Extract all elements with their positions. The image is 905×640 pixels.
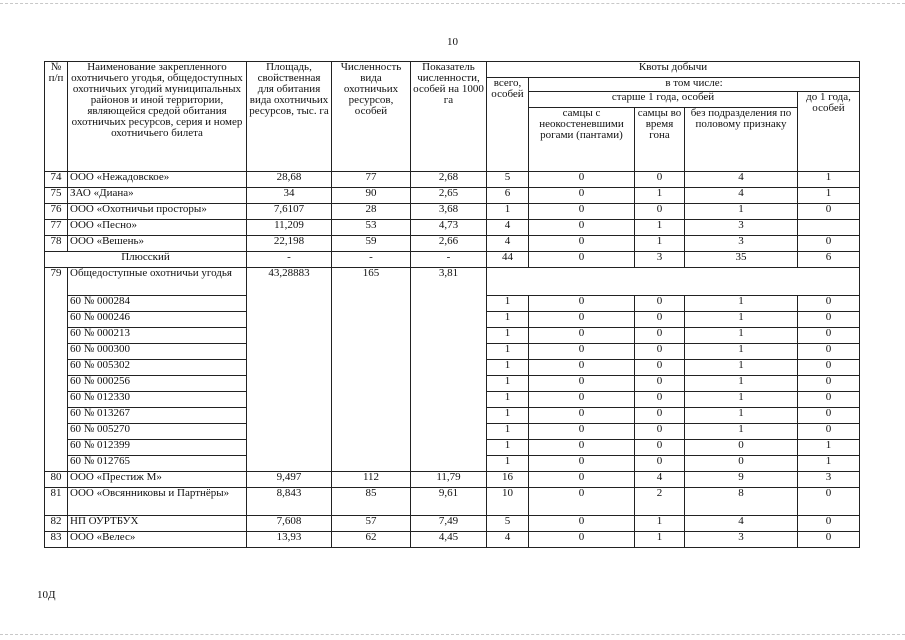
quota-under1: 1 (798, 188, 860, 204)
row-name: Общедоступные охотничьи угодья (68, 268, 247, 296)
row-area: 43,28883 (247, 268, 332, 296)
row-count: 165 (332, 268, 411, 296)
scan-bottom-edge (0, 634, 905, 635)
ticket-name: 60 № 000213 (68, 328, 247, 344)
quota-males-antlers: 0 (529, 360, 635, 376)
quota-under1: 0 (798, 516, 860, 532)
quota-males-rut: 0 (635, 392, 685, 408)
quota-males-antlers: 0 (529, 236, 635, 252)
row-number: 75 (45, 188, 68, 204)
quota-no-sex: 1 (685, 392, 798, 408)
table-row (45, 532, 860, 548)
ticket-name: 60 № 013267 (68, 408, 247, 424)
row-name: ООО «Нежадовское» (68, 172, 247, 188)
row-count (332, 408, 411, 424)
row-name: ЗАО «Диана» (68, 188, 247, 204)
row-area (247, 344, 332, 360)
header-name: Наименование закрепленного охотничьего угодья, общедоступных охотничьих угодий муниципальных районов и иной территории, являющейся средой обитания охотничьих ресурсов, серия и номер охотничьего билета (68, 62, 247, 172)
row-number (45, 456, 68, 472)
quota-no-sex: 3 (685, 220, 798, 236)
ticket-name: 60 № 000300 (68, 344, 247, 360)
row-name: ООО «Велес» (68, 532, 247, 548)
row-area (247, 312, 332, 328)
quota-total: 1 (487, 204, 529, 220)
quota-under1: 0 (798, 312, 860, 328)
row-density (411, 376, 487, 392)
row-count: 112 (332, 472, 411, 488)
quota-males-rut: 3 (635, 252, 685, 268)
quota-males-antlers: 0 (529, 312, 635, 328)
quota-total: 44 (487, 252, 529, 268)
row-count: 90 (332, 188, 411, 204)
quota-total: 10 (487, 488, 529, 516)
quota-males-antlers: 0 (529, 472, 635, 488)
quota-under1: 0 (798, 532, 860, 548)
row-number: 81 (45, 488, 68, 516)
quota-under1: 0 (798, 392, 860, 408)
quota-no-sex: 1 (685, 424, 798, 440)
quota-males-rut: 1 (635, 516, 685, 532)
quota-no-sex: 0 (685, 440, 798, 456)
row-count (332, 328, 411, 344)
ticket-row (45, 392, 860, 408)
quota-no-sex: 3 (685, 236, 798, 252)
quota-total: 1 (487, 440, 529, 456)
ticket-name: 60 № 000256 (68, 376, 247, 392)
table-row (45, 516, 860, 532)
header-males-rut: самцы во время гона (635, 108, 685, 172)
row-count: 62 (332, 532, 411, 548)
quota-total: 4 (487, 236, 529, 252)
row-density: 3,81 (411, 268, 487, 296)
quota-males-rut: 1 (635, 236, 685, 252)
header-older: старше 1 года, особей (529, 92, 798, 108)
quota-males-rut: 0 (635, 408, 685, 424)
header-including: в том числе: (529, 78, 860, 92)
row-count (332, 456, 411, 472)
row-count: 53 (332, 220, 411, 236)
quota-males-rut: 0 (635, 424, 685, 440)
quota-no-sex: 35 (685, 252, 798, 268)
quota-total: 6 (487, 188, 529, 204)
row-area (247, 376, 332, 392)
row-density (411, 360, 487, 376)
row-area (247, 296, 332, 312)
row-area: 28,68 (247, 172, 332, 188)
quota-males-rut: 1 (635, 220, 685, 236)
ticket-row (45, 424, 860, 440)
quota-males-antlers: 0 (529, 296, 635, 312)
row-count: 77 (332, 172, 411, 188)
quota-under1: 0 (798, 344, 860, 360)
quota-under1: 0 (798, 204, 860, 220)
row-density (411, 440, 487, 456)
header-males-antlers: самцы с неокостеневшими рогами (пантами) (529, 108, 635, 172)
ticket-name: 60 № 005302 (68, 360, 247, 376)
quota-males-rut: 0 (635, 312, 685, 328)
row-name: ООО «Песно» (68, 220, 247, 236)
row-area: 22,198 (247, 236, 332, 252)
quota-males-rut: 0 (635, 360, 685, 376)
quota-no-sex: 1 (685, 204, 798, 220)
quota-total: 1 (487, 296, 529, 312)
row-area: 8,843 (247, 488, 332, 516)
row-name: ООО «Охотничьи просторы» (68, 204, 247, 220)
table-row (45, 236, 860, 252)
row-number (45, 312, 68, 328)
table-row (45, 472, 860, 488)
row-number (45, 376, 68, 392)
row-count: 57 (332, 516, 411, 532)
row-density (411, 296, 487, 312)
row-area: 7,608 (247, 516, 332, 532)
table-row (45, 488, 860, 516)
quota-males-antlers: 0 (529, 424, 635, 440)
quota-males-rut: 0 (635, 456, 685, 472)
row-density (411, 424, 487, 440)
row-number: 77 (45, 220, 68, 236)
row-number (45, 328, 68, 344)
table-row (45, 188, 860, 204)
quota-males-rut: 2 (635, 488, 685, 516)
scan-top-edge (0, 3, 905, 4)
row-area: 9,497 (247, 472, 332, 488)
row-name: ООО «Овсянниковы и Партнёры» (68, 488, 247, 516)
row-number (45, 296, 68, 312)
ticket-row (45, 344, 860, 360)
header-quotas: Квоты добычи (487, 62, 860, 78)
quota-no-sex: 1 (685, 328, 798, 344)
quota-males-antlers: 0 (529, 488, 635, 516)
header-total: всего, особей (487, 78, 529, 172)
quota-males-rut: 0 (635, 376, 685, 392)
quota-total: 1 (487, 408, 529, 424)
row-count (332, 296, 411, 312)
quota-under1: 0 (798, 236, 860, 252)
quota-no-sex: 9 (685, 472, 798, 488)
header-num: № п/п (45, 62, 68, 172)
quota-males-rut: 0 (635, 204, 685, 220)
row-density: 3,68 (411, 204, 487, 220)
row-density: 4,45 (411, 532, 487, 548)
quota-no-sex: 1 (685, 344, 798, 360)
row-density: 7,49 (411, 516, 487, 532)
table-row (45, 220, 860, 236)
row-density (411, 312, 487, 328)
ticket-name: 60 № 005270 (68, 424, 247, 440)
quota-total: 1 (487, 328, 529, 344)
table-row (45, 268, 860, 296)
footer-code: 10Д (37, 589, 56, 601)
row-count (332, 392, 411, 408)
quota-total: 1 (487, 376, 529, 392)
row-count (332, 424, 411, 440)
row-name: ООО «Престиж М» (68, 472, 247, 488)
quota-males-rut: 0 (635, 344, 685, 360)
quota-under1: 0 (798, 488, 860, 516)
quota-males-rut: 4 (635, 472, 685, 488)
ticket-row (45, 456, 860, 472)
quota-no-sex: 3 (685, 532, 798, 548)
quota-total: 16 (487, 472, 529, 488)
row-density: 11,79 (411, 472, 487, 488)
quota-blank (487, 268, 860, 296)
row-count (332, 376, 411, 392)
quota-no-sex: 8 (685, 488, 798, 516)
row-count (332, 360, 411, 376)
row-number: 80 (45, 472, 68, 488)
ticket-name: 60 № 000284 (68, 296, 247, 312)
subtotal-area: - (247, 252, 332, 268)
ticket-name: 60 № 000246 (68, 312, 247, 328)
row-area (247, 440, 332, 456)
row-density (411, 392, 487, 408)
quota-total: 1 (487, 360, 529, 376)
row-density: 2,68 (411, 172, 487, 188)
quota-no-sex: 0 (685, 456, 798, 472)
row-area (247, 392, 332, 408)
quota-total: 1 (487, 456, 529, 472)
row-number (45, 392, 68, 408)
quota-males-rut: 0 (635, 328, 685, 344)
quota-males-antlers: 0 (529, 220, 635, 236)
row-density: 2,66 (411, 236, 487, 252)
quota-under1: 3 (798, 472, 860, 488)
subtotal-count: - (332, 252, 411, 268)
ticket-row (45, 440, 860, 456)
ticket-name: 60 № 012399 (68, 440, 247, 456)
quota-no-sex: 1 (685, 360, 798, 376)
row-number (45, 360, 68, 376)
quota-males-antlers: 0 (529, 408, 635, 424)
ticket-name: 60 № 012765 (68, 456, 247, 472)
row-number: 82 (45, 516, 68, 532)
row-name: НП ОУРТБУХ (68, 516, 247, 532)
header-density: Показатель численности, особей на 1000 га (411, 62, 487, 172)
row-number: 76 (45, 204, 68, 220)
row-area: 7,6107 (247, 204, 332, 220)
quota-males-antlers: 0 (529, 172, 635, 188)
row-number: 79 (45, 268, 68, 296)
quota-males-antlers: 0 (529, 532, 635, 548)
hunting-quota-table (44, 61, 860, 548)
quota-males-antlers: 0 (529, 344, 635, 360)
subtotal-name: Плюсский (45, 252, 247, 268)
header-area: Площадь, свойственная для обитания вида охотничьих ресурсов, тыс. га (247, 62, 332, 172)
quota-males-antlers: 0 (529, 204, 635, 220)
quota-males-antlers: 0 (529, 252, 635, 268)
row-density (411, 344, 487, 360)
row-count: 59 (332, 236, 411, 252)
quota-under1: 0 (798, 424, 860, 440)
row-count (332, 312, 411, 328)
row-number (45, 440, 68, 456)
quota-males-rut: 1 (635, 532, 685, 548)
quota-total: 1 (487, 392, 529, 408)
row-area: 11,209 (247, 220, 332, 236)
quota-males-antlers: 0 (529, 376, 635, 392)
quota-no-sex: 4 (685, 188, 798, 204)
row-count (332, 344, 411, 360)
row-area (247, 360, 332, 376)
row-number: 78 (45, 236, 68, 252)
ticket-row (45, 328, 860, 344)
row-name: ООО «Вешень» (68, 236, 247, 252)
subtotal-density: - (411, 252, 487, 268)
row-number: 74 (45, 172, 68, 188)
subtotal-row (45, 252, 860, 268)
row-density: 9,61 (411, 488, 487, 516)
quota-males-antlers: 0 (529, 328, 635, 344)
quota-under1: 1 (798, 456, 860, 472)
row-number (45, 408, 68, 424)
table-row (45, 204, 860, 220)
quota-males-rut: 0 (635, 172, 685, 188)
row-count: 85 (332, 488, 411, 516)
quota-total: 4 (487, 532, 529, 548)
header-count: Численность вида охотничьих ресурсов, особей (332, 62, 411, 172)
row-area: 13,93 (247, 532, 332, 548)
row-density: 2,65 (411, 188, 487, 204)
quota-under1: 1 (798, 440, 860, 456)
quota-no-sex: 1 (685, 296, 798, 312)
quota-no-sex: 1 (685, 376, 798, 392)
quota-males-rut: 0 (635, 296, 685, 312)
quota-under1: 0 (798, 360, 860, 376)
ticket-row (45, 376, 860, 392)
quota-under1 (798, 220, 860, 236)
ticket-row (45, 408, 860, 424)
quota-total: 1 (487, 424, 529, 440)
quota-under1: 6 (798, 252, 860, 268)
quota-total: 1 (487, 312, 529, 328)
table-row (45, 172, 860, 188)
row-number: 83 (45, 532, 68, 548)
quota-no-sex: 4 (685, 516, 798, 532)
ticket-row (45, 360, 860, 376)
quota-males-antlers: 0 (529, 392, 635, 408)
ticket-row (45, 296, 860, 312)
quota-total: 4 (487, 220, 529, 236)
header-no-sex: без подразделения по половому признаку (685, 108, 798, 172)
row-area (247, 424, 332, 440)
row-number (45, 424, 68, 440)
quota-under1: 0 (798, 328, 860, 344)
quota-no-sex: 4 (685, 172, 798, 188)
header-under1: до 1 года, особей (798, 92, 860, 172)
ticket-name: 60 № 012330 (68, 392, 247, 408)
page-number: 10 (447, 36, 458, 48)
row-number (45, 344, 68, 360)
row-density (411, 408, 487, 424)
quota-no-sex: 1 (685, 312, 798, 328)
quota-males-antlers: 0 (529, 456, 635, 472)
quota-males-rut: 0 (635, 440, 685, 456)
quota-males-antlers: 0 (529, 440, 635, 456)
row-area (247, 456, 332, 472)
quota-under1: 1 (798, 172, 860, 188)
quota-under1: 0 (798, 408, 860, 424)
quota-under1: 0 (798, 296, 860, 312)
row-count: 28 (332, 204, 411, 220)
quota-total: 5 (487, 172, 529, 188)
quota-males-antlers: 0 (529, 516, 635, 532)
row-density (411, 328, 487, 344)
quota-total: 5 (487, 516, 529, 532)
quota-total: 1 (487, 344, 529, 360)
row-area: 34 (247, 188, 332, 204)
row-area (247, 328, 332, 344)
row-count (332, 440, 411, 456)
quota-males-rut: 1 (635, 188, 685, 204)
ticket-row (45, 312, 860, 328)
quota-under1: 0 (798, 376, 860, 392)
row-density: 4,73 (411, 220, 487, 236)
row-density (411, 456, 487, 472)
quota-no-sex: 1 (685, 408, 798, 424)
row-area (247, 408, 332, 424)
quota-males-antlers: 0 (529, 188, 635, 204)
